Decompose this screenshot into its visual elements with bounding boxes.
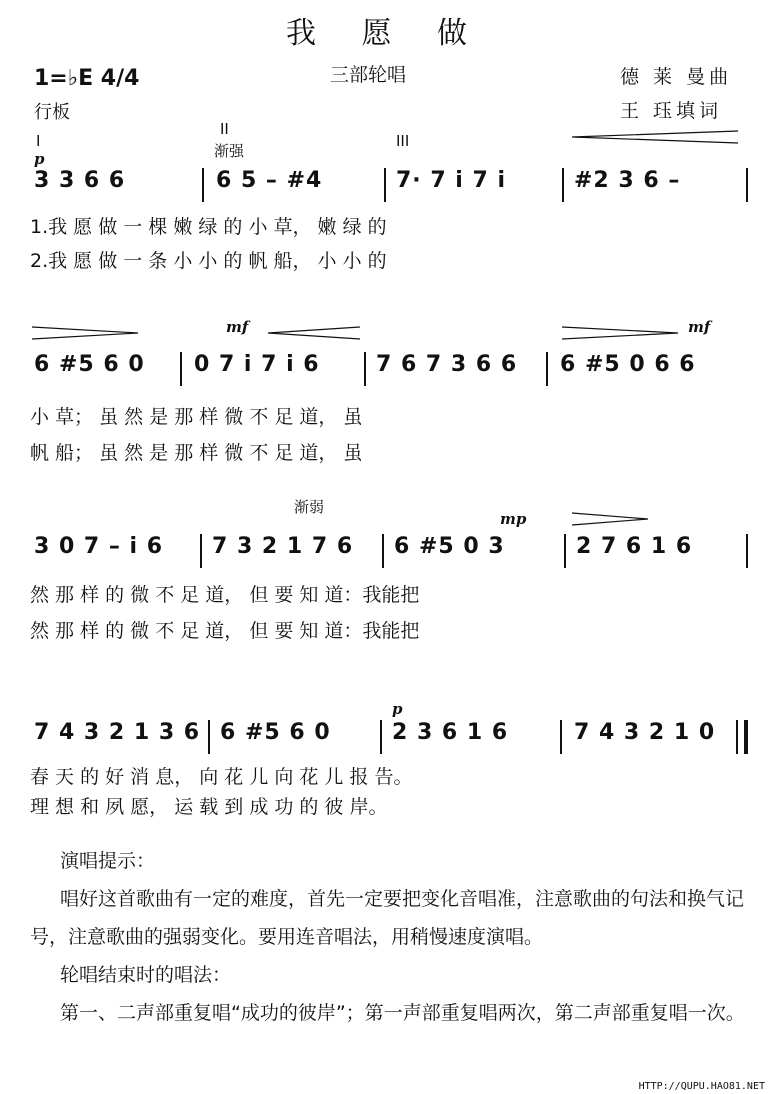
source-url: HTTP://QUPU.HAO81.NET (638, 1081, 765, 1092)
bar-line (562, 168, 564, 202)
bar-line (560, 720, 562, 754)
tempo-marking: 行板 (34, 102, 70, 123)
singing-tips (30, 842, 750, 1032)
part-marker: I (36, 132, 41, 150)
dynamic-marking: 渐强 (214, 142, 245, 160)
dynamic-marking: mp (500, 510, 527, 528)
lyrics-verse-1: 小 草； 虽 然 是 那 样 微 不 足 道， 虽 (30, 406, 363, 428)
dynamic-marking: 渐弱 (294, 498, 325, 516)
bar-line (202, 168, 204, 202)
measure: 6 #5 6 0 (34, 352, 145, 377)
music-system-1 (30, 120, 750, 280)
measure: #2 3 6 – (574, 168, 681, 193)
notation-line (30, 534, 750, 568)
lyrics-verse-1: 然 那 样 的 微 不 足 道， 但 要 知 道：我能把 (30, 584, 420, 606)
lyricist-credit: 王 珏填词 (620, 100, 723, 122)
song-subtitle: 三部轮唱 (330, 64, 407, 86)
tips-heading: 轮唱结束时的唱法： (60, 964, 232, 986)
measure: 2 7 6 1 6 (576, 534, 693, 559)
measure: 0 7 i 7 i 6 (194, 352, 320, 377)
measure: 2 3 6 1 6 (392, 720, 509, 745)
tips-paragraph: 唱好这首歌曲有一定的难度，首先一定要把变化音唱准，注意歌曲的句法和换气记号，注意歌曲的强弱变化。要用连音唱法，用稍慢速度演唱。 (30, 888, 745, 948)
bar-line (180, 352, 182, 386)
lyrics-verse-2: 2.我 愿 做 一 条 小 小 的 帆 船， 小 小 的 (30, 250, 387, 272)
decrescendo-hairpin (560, 326, 680, 340)
music-system-3 (30, 494, 750, 654)
measure: 7· 7 i 7 i (396, 168, 506, 193)
measure: 7 3 2 1 7 6 (212, 534, 354, 559)
bar-line (564, 534, 566, 568)
measure: 7 4 3 2 1 0 (574, 720, 716, 745)
notation-line (30, 720, 750, 754)
measure: 6 #5 6 0 (220, 720, 331, 745)
bar-line (380, 720, 382, 754)
lyrics-verse-1: 1.我 愿 做 一 棵 嫩 绿 的 小 草， 嫩 绿 的 (30, 216, 387, 238)
music-system-4 (30, 680, 750, 820)
measure: 7 6 7 3 6 6 (376, 352, 518, 377)
decrescendo-hairpin (570, 512, 650, 526)
lyrics-verse-1: 春 天 的 好 消 息， 向 花 儿 向 花 儿 报 告。 (30, 766, 413, 788)
repeat-bar-line (736, 720, 738, 754)
notation-line (30, 352, 750, 386)
measure: 6 #5 0 6 6 (560, 352, 696, 377)
bar-line (208, 720, 210, 754)
bar-line (746, 534, 748, 568)
measure: 7 4 3 2 1 3 6 (34, 720, 201, 745)
lyrics-verse-2: 然 那 样 的 微 不 足 道， 但 要 知 道：我能把 (30, 620, 420, 642)
lyrics-verse-2: 理 想 和 夙 愿， 运 载 到 成 功 的 彼 岸。 (30, 796, 388, 818)
bar-line (200, 534, 202, 568)
composer-credit: 德 莱 曼曲 (620, 66, 733, 88)
dynamic-marking: mf (688, 318, 711, 336)
dynamic-marking: mf (226, 318, 249, 336)
lyrics-verse-2: 帆 船； 虽 然 是 那 样 微 不 足 道， 虽 (30, 442, 363, 464)
crescendo-hairpin (570, 130, 740, 144)
crescendo-hairpin (266, 326, 362, 340)
part-marker: II (220, 120, 229, 138)
repeat-bar-line (744, 720, 748, 754)
tips-heading: 演唱提示： (60, 850, 156, 872)
dynamic-marking: p (34, 150, 45, 168)
measure: 3 3 6 6 (34, 168, 126, 193)
bar-line (364, 352, 366, 386)
measure: 6 #5 0 3 (394, 534, 505, 559)
bar-line (746, 168, 748, 202)
measure: 3 0 7 – i 6 (34, 534, 164, 559)
bar-line (546, 352, 548, 386)
part-marker: III (396, 132, 410, 150)
bar-line (384, 168, 386, 202)
tips-paragraph: 第一、二声部重复唱“成功的彼岸”；第一声部重复唱两次，第二声部重复唱一次。 (60, 1002, 745, 1024)
music-system-2 (30, 318, 750, 468)
bar-line (382, 534, 384, 568)
measure: 6 5 – #4 (216, 168, 323, 193)
notation-line (30, 168, 750, 202)
decrescendo-hairpin (30, 326, 140, 340)
song-title: 我 愿 做 (285, 16, 486, 51)
key-signature: 1=♭E 4/4 (34, 66, 140, 91)
dynamic-marking: p (392, 700, 403, 718)
